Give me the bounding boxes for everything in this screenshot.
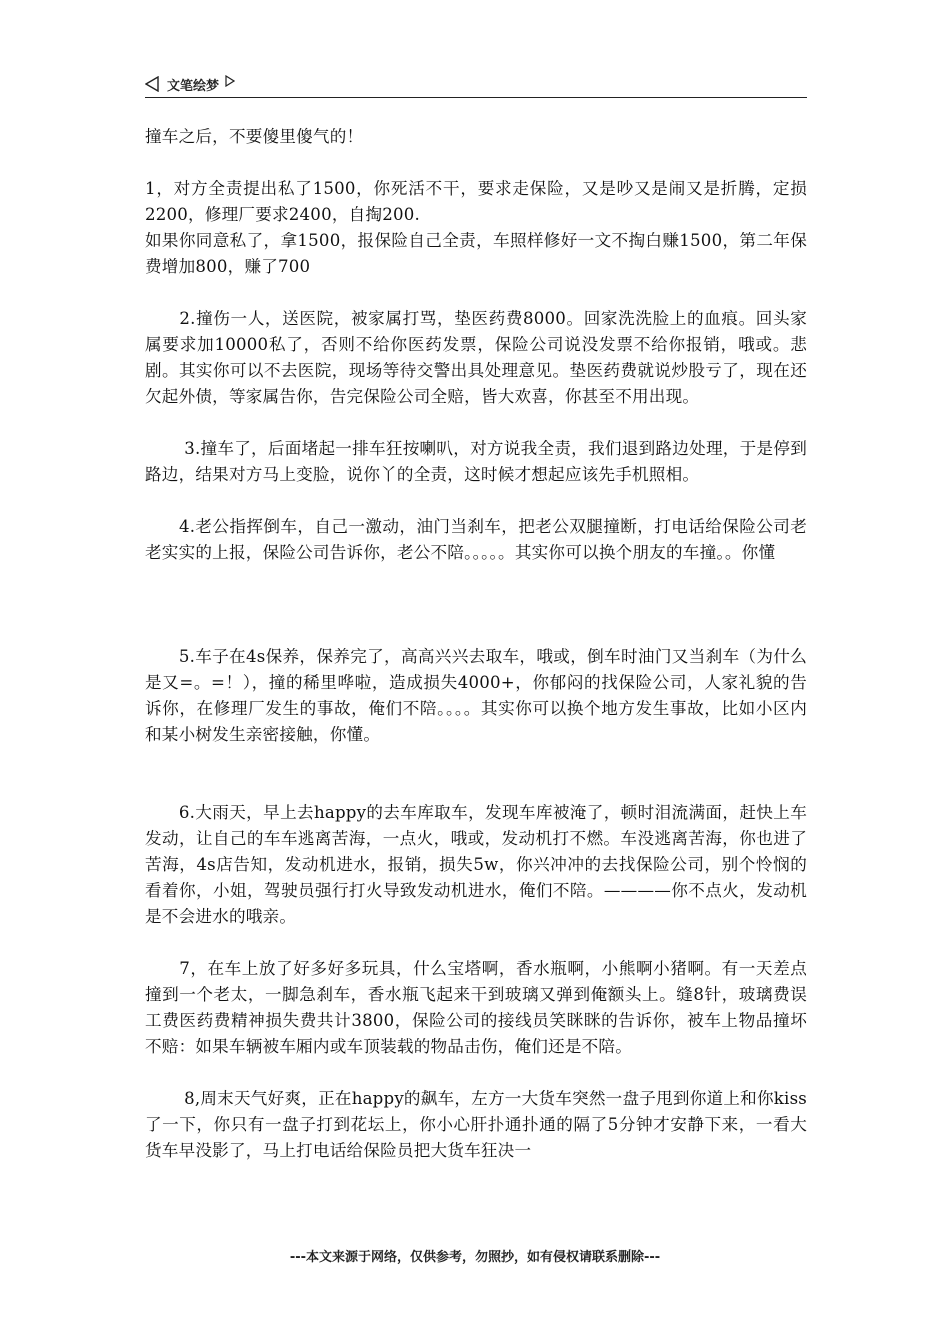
page-footer: ---本文来源于网络，仅供参考，勿照抄，如有侵权请联系删除--- [289, 1250, 661, 1265]
header-title: 文笔绘梦 [167, 78, 220, 94]
paragraph-5: 5.车子在4s保养，保养完了，高高兴兴去取车，哦或，倒车时油门又当刹车（为什么是又=。=！），撞的稀里哗啦，造成损失4000+，你郁闷的找保险公司，人家礼貌的告诉你，在修理厂发生的事故，俺们不陪。。。。其实你可以换个地方发生事故，比如小区内和某小树发生亲密接触，你懂。 [145, 647, 807, 744]
paragraph-1a: 1，对方全责提出私了1500，你死活不干，要求走保险，又是吵又是闹又是折腾，定损2200，修理厂要求2400，自掏200. [145, 179, 807, 224]
article-title: 撞车之后，不要傻里傻气的！ [145, 127, 364, 146]
triangle-left-icon [145, 76, 159, 92]
paragraph-2: 2.撞伤一人，送医院，被家属打骂，垫医药费8000。回家洗洗脸上的血痕。回头家属要求加10000私了，否则不给你医药发票，保险公司说没发票不给你报销，哦或。悲剧。其实你可以不去医院，现场等待交警出具处理意见。垫医药费就说炒股亏了，现在还欠起外债，等家属告你，告完保险公司全赔，皆大欢喜，你甚至不用出现。 [145, 309, 807, 406]
paragraph-8: 8,周末天气好爽，正在happy的飙车，左方一大货车突然一盘子甩到你道上和你kiss了一下，你只有一盘子打到花坛上，你小心肝扑通扑通的隔了5分钟才安静下来，一看大货车早没影了，马上打电话给保险员把大货车狂决一 [145, 1089, 807, 1160]
header-divider [145, 97, 807, 98]
paragraph-6: 6.大雨天，早上去happy的去车库取车，发现车库被淹了，顿时泪流满面，赶快上车发动，让自己的车车逃离苦海，一点火，哦或，发动机打不燃。车没逃离苦海，你也进了苦海，4s店告知，发动机进水，报销，损失5w，你兴冲冲的去找保险公司，别个怜悯的看着你，小姐，驾驶员强行打火导致发动机进水，俺们不陪。————你不点火，发动机是不会进水的哦亲。 [145, 803, 807, 926]
paragraph-3: 3.撞车了，后面堵起一排车狂按喇叭，对方说我全责，我们退到路边处理，于是停到路边，结果对方马上变脸，说你丫的全责，这时候才想起应该先手机照相。 [145, 439, 807, 484]
paragraph-4: 4.老公指挥倒车，自己一激动，油门当刹车，把老公双腿撞断，打电话给保险公司老老实实的上报，保险公司告诉你，老公不陪。。。。。其实你可以换个朋友的车撞。。你懂 [145, 517, 807, 562]
triangle-right-icon [225, 75, 235, 87]
page-header [145, 72, 807, 96]
article-body [145, 124, 807, 1164]
paragraph-1b: 如果你同意私了，拿1500，报保险自己全责，车照样修好一文不掏白赚1500，第二年保费增加800，赚了700 [145, 231, 807, 276]
paragraph-7: 7，在车上放了好多好多玩具，什么宝塔啊，香水瓶啊，小熊啊小猪啊。有一天差点撞到一个老太，一脚急刹车，香水瓶飞起来干到玻璃又弹到俺额头上。缝8针，玻璃费误工费医药费精神损失费共计3800，保险公司的接线员笑眯眯的告诉你，被车上物品撞坏不赔：如果车辆被车厢内或车顶装载的物品击伤，俺们还是不陪。 [145, 959, 807, 1056]
